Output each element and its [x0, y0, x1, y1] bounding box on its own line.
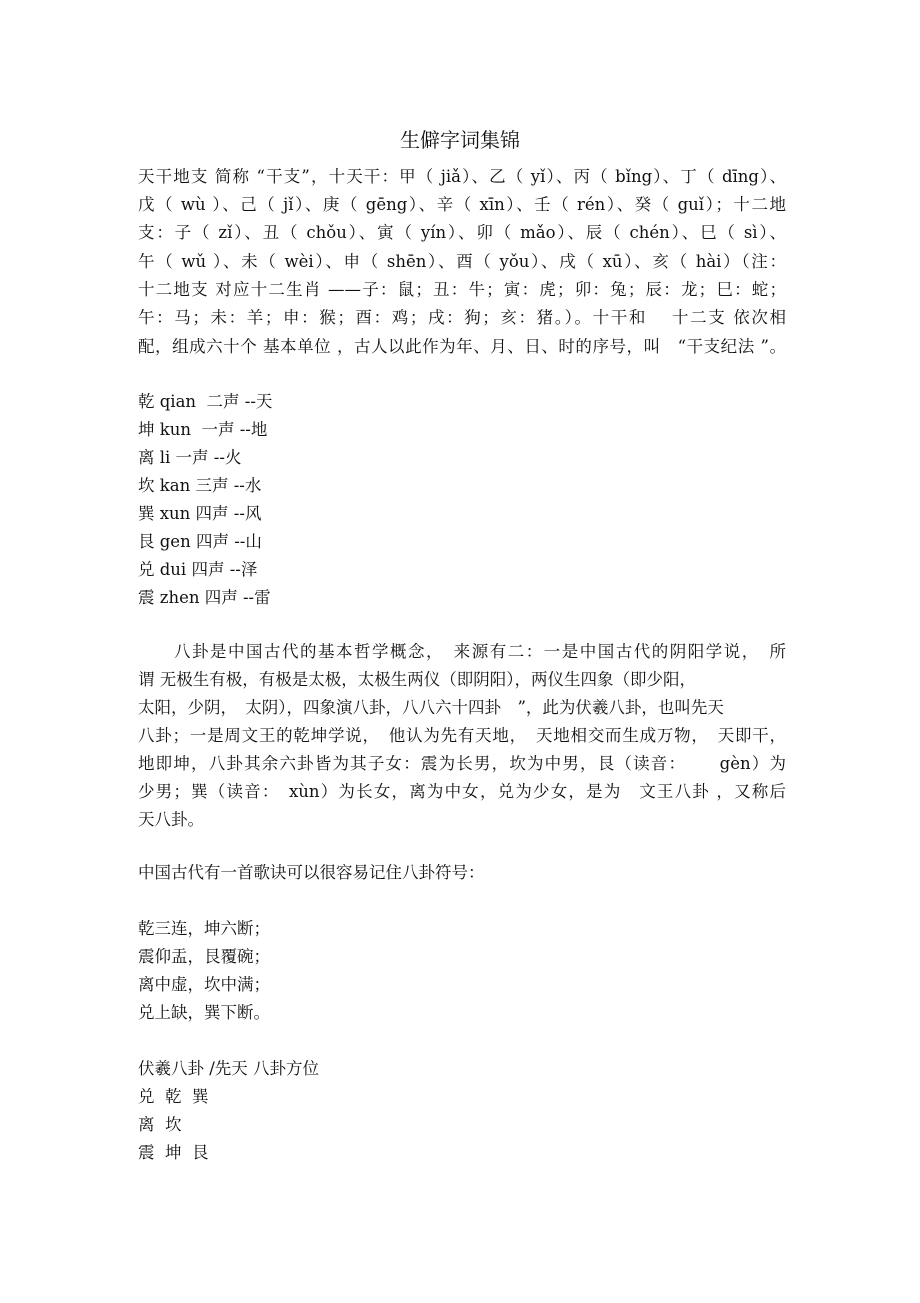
list-item: 坤 kun 一声 --地	[138, 420, 268, 439]
text-line: 午（ wǔ ）、未（ wèi）、申（ shēn）、酉（ yǒu）、戌（ xū）、亥（ hài）（注：	[138, 252, 786, 271]
text-line: 地即坤，八卦其余六卦皆为其子女：震为长男，坎为中男，艮（读音： gèn）为	[138, 754, 786, 773]
mnemonic-intro: 中国古代有一首歌诀可以很容易记住八卦符号：	[138, 863, 485, 882]
text-line: 天干地支 简称 “干支”，十天干：甲（ jiǎ）、乙（ yǐ）、丙（ bǐng）、丁（ dīng）、	[138, 167, 786, 186]
list-item: 乾 qian 二声 --天	[138, 392, 273, 411]
text-line: 戊（ wù ）、己（ jǐ）、庚（ gēng）、辛（ xīn）、壬（ rén）、癸（ guǐ）；十二地	[138, 195, 786, 214]
verse-line: 兑上缺，巽下断。	[138, 1003, 270, 1022]
text-line: 十二地支 对应十二生肖 ——子：鼠；丑：牛；寅：虎；卯：兔；辰：龙；巳：蛇；	[138, 280, 786, 299]
layout-row: 震 坤 艮	[138, 1143, 209, 1162]
list-item: 艮 gen 四声 --山	[138, 532, 262, 551]
verse-line: 离中虚，坎中满；	[138, 975, 270, 994]
text-line: 配，组成六十个 基本单位 ，古人以此作为年、月、日、时的序号，叫 “干支纪法 ”。	[138, 337, 786, 356]
text-line: 午：马；未：羊；申：猴；酉：鸡；戌：狗；亥：猪。）。十干和 十二支 依次相	[138, 308, 786, 327]
list-item: 坎 kan 三声 --水	[138, 476, 262, 495]
list-item: 巽 xun 四声 --风	[138, 504, 262, 523]
list-item: 兑 dui 四声 --泽	[138, 560, 258, 579]
text-line: 八卦；一是周文王的乾坤学说， 他认为先有天地， 天地相交而生成万物， 天即干，	[138, 726, 786, 745]
text-line: 支：子（ zǐ）、丑（ chǒu）、寅（ yín）、卯（ mǎo）、辰（ chén）、巳（ sì）、	[138, 223, 786, 242]
text-line: 八卦是中国古代的基本哲学概念， 来源有二：一是中国古代的阴阳学说， 所	[138, 642, 786, 661]
text-line: 太阳，少阴， 太阴），四象演八卦，八八六十四卦 ”，此为伏羲八卦，也叫先天	[138, 698, 724, 717]
layout-row: 离 坎	[138, 1115, 182, 1134]
list-item: 离 li 一声 --火	[138, 448, 242, 467]
list-item: 震 zhen 四声 --雷	[138, 588, 271, 607]
verse-line: 震仰盂，艮覆碗；	[138, 947, 270, 966]
layout-heading: 伏羲八卦 /先天 八卦方位	[138, 1059, 320, 1078]
text-line: 谓 无极生有极，有极是太极，太极生两仪（即阴阳），两仪生四象（即少阳，	[138, 670, 696, 689]
document-title: 生僻字词集锦	[400, 128, 520, 152]
verse-line: 乾三连，坤六断；	[138, 919, 270, 938]
layout-row: 兑 乾 巽	[138, 1087, 209, 1106]
text-line: 少男；巽（读音： xùn）为长女，离为中女，兑为少女，是为 文王八卦 ，又称后	[138, 782, 786, 801]
text-line: 天八卦。	[138, 810, 204, 829]
